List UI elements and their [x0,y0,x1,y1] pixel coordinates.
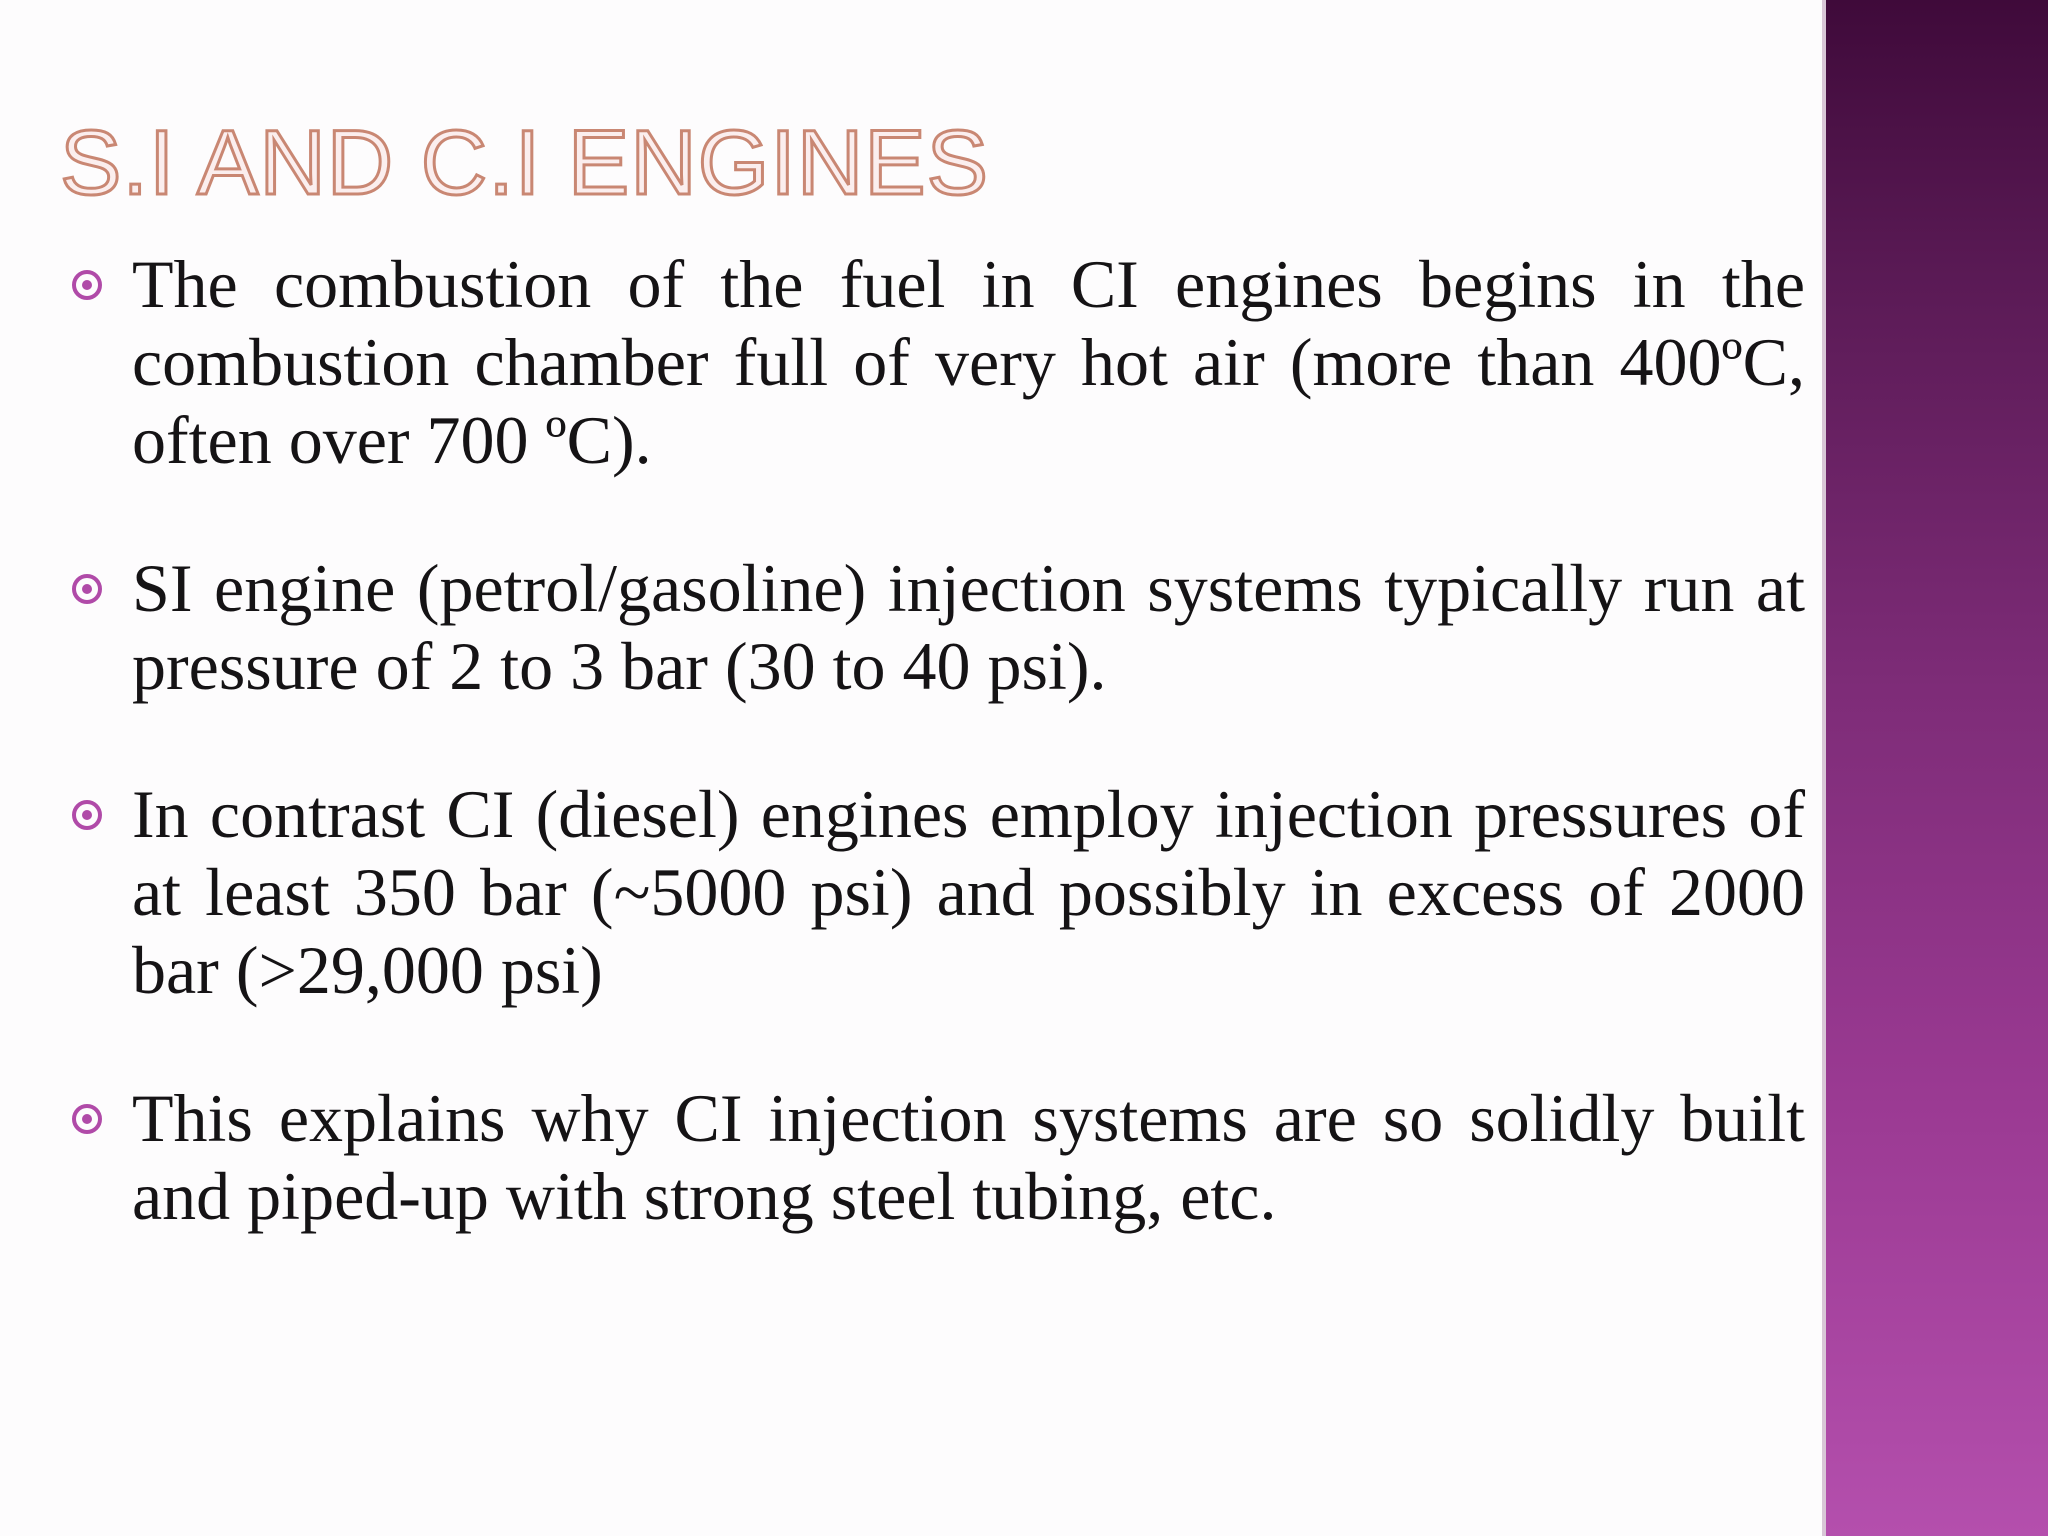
slide-title: S.I AND C.I ENGINES [60,112,989,214]
decorative-side-band [1826,0,2048,1536]
bullet-text: The combustion of the fuel in CI engines begins in the combustion chamber full of very hot air (more than 400ºC, often over 700 ºC). [132,246,1805,478]
bullet-text: This explains why CI injection systems are so solidly built and piped-up with strong steel tubing, etc. [132,1080,1805,1234]
bullet-item [70,549,1805,705]
bullet-item [70,1079,1805,1235]
bullet-item [70,245,1805,479]
circle-dot-bullet-icon [72,574,102,604]
circle-dot-bullet-icon [72,1104,102,1134]
bullet-text: SI engine (petrol/gasoline) injection systems typically run at pressure of 2 to 3 bar (30 to 40 psi). [132,550,1805,704]
bullet-text: In contrast CI (diesel) engines employ injection pressures of at least 350 bar (~5000 psi) and possibly in excess of 2000 bar (>29,000 psi) [132,776,1805,1008]
bullet-list [70,245,1805,1305]
bullet-item [70,775,1805,1009]
circle-dot-bullet-icon [72,800,102,830]
circle-dot-bullet-icon [72,270,102,300]
